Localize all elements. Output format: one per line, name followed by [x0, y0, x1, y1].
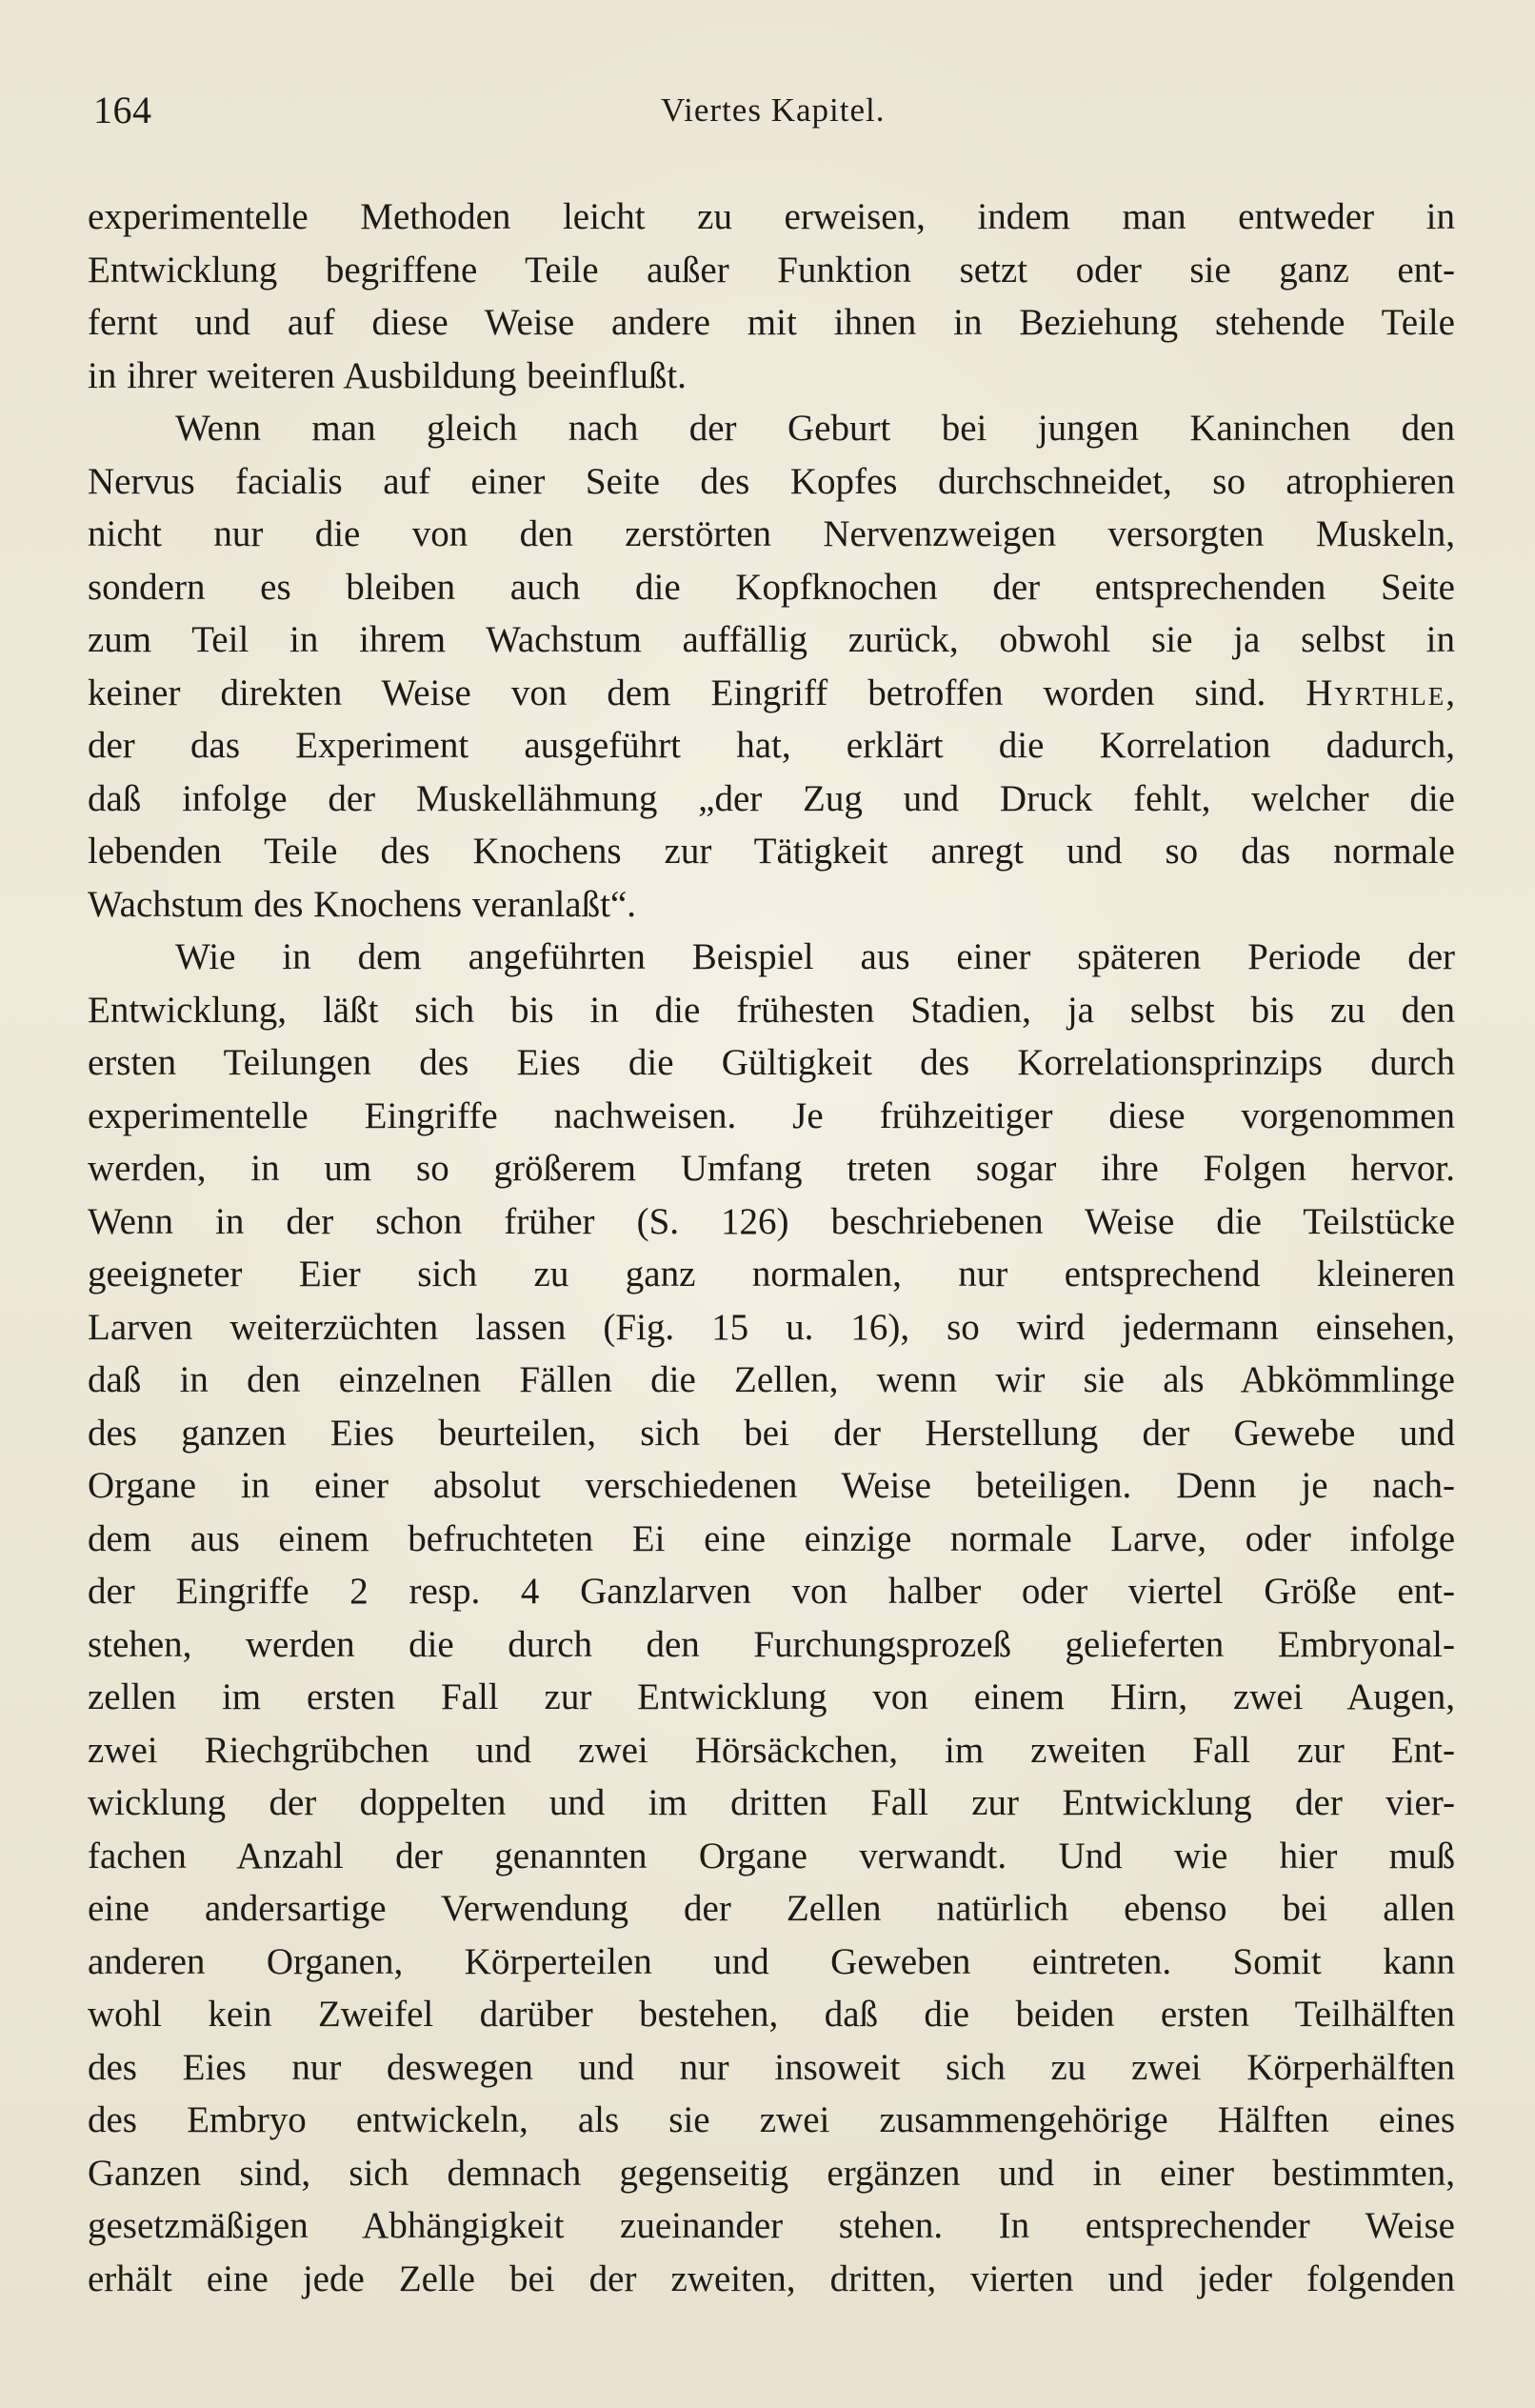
paragraph-first-line: Wie in dem angeführten Beispiel aus einer späteren Periode der [175, 936, 1455, 977]
text-line: dem aus einem befruchteten Ei eine einzige normale Larve, oder infolge [88, 1517, 1455, 1559]
text-line: zwei Riechgrübchen und zwei Hörsäckchen, im zweiten Fall zur Ent- [88, 1729, 1455, 1771]
text-line: Ganzen sind, sich demnach gegenseitig ergänzen und in einer bestimmten, [88, 2152, 1455, 2194]
text-line: Nervus facialis auf einer Seite des Kopfes durchschneidet, so atrophieren [88, 460, 1455, 502]
text-line: nicht nur die von den zerstörten Nervenzweigen versorgten Muskeln, [88, 513, 1455, 554]
text-line: fernt und auf diese Weise andere mit ihnen in Beziehung stehende Teile [88, 302, 1455, 343]
page-number: 164 [93, 89, 152, 131]
text-line: Larven weiterzüchten lassen (Fig. 15 u. 16), so wird jedermann einsehen, [88, 1306, 1455, 1348]
text-line: des ganzen Eies beurteilen, sich bei der Herstellung der Gewebe und [88, 1412, 1455, 1454]
text-line: geeigneter Eier sich zu ganz normalen, nur entsprechend kleineren [88, 1254, 1455, 1294]
text-segment: keiner direkten Weise von dem Eingriff betroffen worden sind. [88, 672, 1306, 713]
text-line: fachen Anzahl der genannten Organe verwandt. Und wie hier muß [88, 1835, 1455, 1876]
text-line: werden, in um so größerem Umfang treten sogar ihre Folgen hervor. [88, 1148, 1455, 1189]
text-line: stehen, werden die durch den Furchungsprozeß gelieferten Embryonal- [88, 1623, 1455, 1665]
text-line: eine andersartige Verwendung der Zellen natürlich ebenso bei allen [88, 1888, 1455, 1929]
text-line: wohl kein Zweifel darüber bestehen, daß die beiden ersten Teilhälften [88, 1994, 1455, 2035]
text-line: anderen Organen, Körperteilen und Geweben eintreten. Somit kann [88, 1940, 1455, 1982]
text-line: in ihrer weiteren Ausbildung beeinflußt. [88, 354, 687, 396]
text-segment: , [1445, 672, 1455, 713]
text-line [88, 667, 1455, 720]
text-line: Wachstum des Knochens veranlaßt“. [88, 883, 637, 925]
text-line: daß infolge der Muskellähmung „der Zug und Druck fehlt, welcher die [88, 777, 1455, 819]
text-line: Wenn in der schon früher (S. 126) beschriebenen Weise die Teilstücke [88, 1200, 1455, 1242]
text-line: des Embryo entwickeln, als sie zwei zusammengehörige Hälften eines [88, 2099, 1455, 2140]
text-line: ersten Teilungen des Eies die Gültigkeit des Korrelationsprinzips durch [88, 1042, 1455, 1083]
text-line: des Eies nur deswegen und nur insoweit sich zu zwei Körperhälften [88, 2046, 1455, 2088]
text-line: wicklung der doppelten und im dritten Fall zur Entwicklung der vier- [88, 1782, 1455, 1823]
text-line: erhält eine jede Zelle bei der zweiten, dritten, vierten und jeder folgenden [88, 2258, 1455, 2299]
author-name: Hyrthle [1306, 672, 1446, 713]
text-line: daß in den einzelnen Fällen die Zellen, wenn wir sie als Abkömmlinge [88, 1359, 1455, 1400]
text-line: zellen im ersten Fall zur Entwicklung von einem Hirn, zwei Augen, [88, 1676, 1455, 1717]
body-text [88, 191, 1455, 2305]
text-line: experimentelle Methoden leicht zu erweisen, indem man entweder in [88, 196, 1455, 237]
text-line: Entwicklung begriffene Teile außer Funktion setzt oder sie ganz ent- [88, 249, 1455, 291]
running-head [93, 88, 1455, 145]
text-line: Organe in einer absolut verschiedenen Weise beteiligen. Denn je nach- [88, 1465, 1455, 1506]
text-line: lebenden Teile des Knochens zur Tätigkeit anregt und so das normale [88, 831, 1455, 872]
text-line: zum Teil in ihrem Wachstum auffällig zurück, obwohl sie ja selbst in [88, 619, 1455, 660]
text-line: der Eingriffe 2 resp. 4 Ganzlarven von halber oder viertel Größe ent- [88, 1571, 1455, 1612]
text-line: experimentelle Eingriffe nachweisen. Je frühzeitiger diese vorgenommen [88, 1094, 1455, 1136]
paragraph-first-line: Wenn man gleich nach der Geburt bei jungen Kaninchen den [175, 408, 1455, 449]
text-line: sondern es bleiben auch die Kopfknochen der entsprechenden Seite [88, 566, 1455, 608]
text-line: der das Experiment ausgeführt hat, erklärt die Korrelation dadurch, [88, 725, 1455, 766]
text-line: gesetzmäßigen Abhängigkeit zueinander stehen. In entsprechender Weise [88, 2205, 1455, 2246]
running-title: Viertes Kapitel. [661, 91, 886, 129]
text-line: Entwicklung, läßt sich bis in die frühesten Stadien, ja selbst bis zu den [88, 989, 1455, 1031]
